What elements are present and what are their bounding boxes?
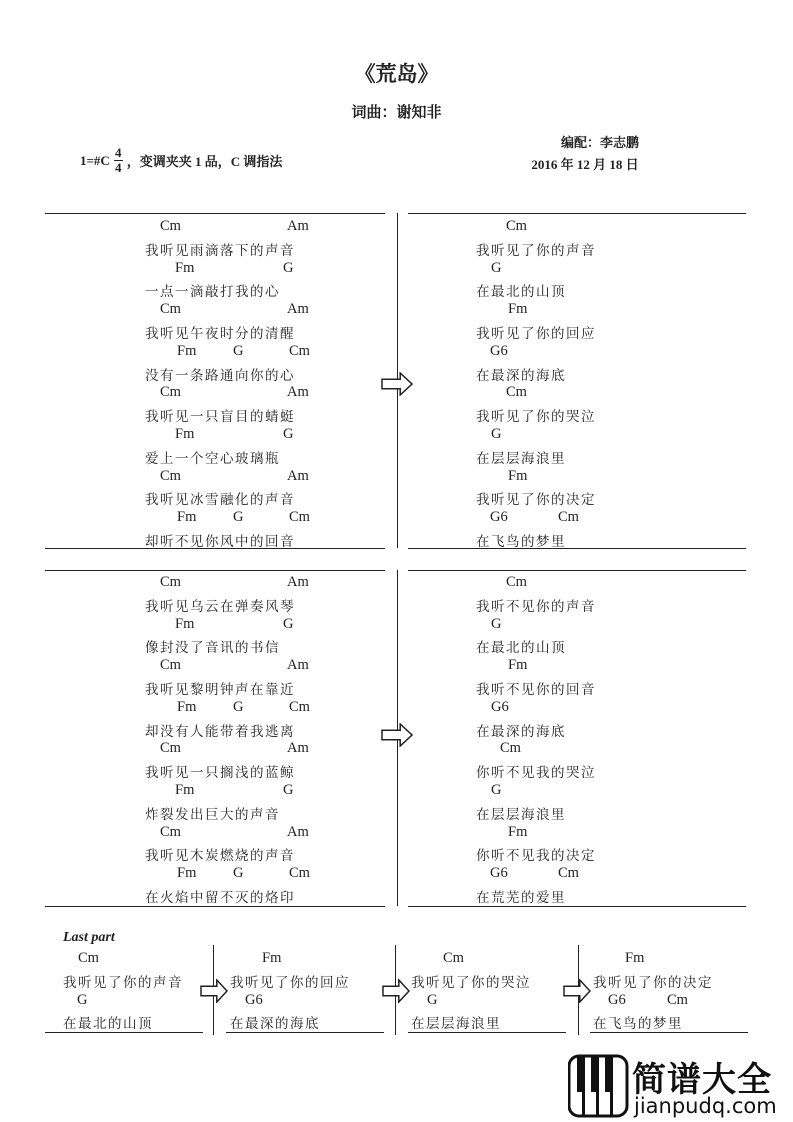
chord: Cm	[160, 823, 181, 840]
divider	[45, 213, 385, 214]
lyric-line: 在飞鸟的梦里	[476, 534, 566, 550]
chord: G	[491, 259, 502, 276]
chord: Fm	[175, 615, 195, 632]
chord: Cm	[289, 342, 310, 359]
lyric-line: 炸裂发出巨大的声音	[145, 806, 280, 823]
chord: G	[427, 991, 438, 1008]
chord: Cm	[289, 509, 310, 526]
chord: G	[233, 509, 244, 526]
chord: Fm	[175, 259, 195, 276]
divider	[408, 570, 746, 571]
chord: G	[491, 426, 502, 442]
chord: Cm	[289, 698, 310, 715]
lyric-line: 我听见了你的决定	[593, 974, 713, 991]
date: 2016 年 12 月 18 日	[531, 157, 639, 172]
lyric-line: 我听不见你的回音	[476, 682, 596, 698]
chord: Fm	[262, 950, 282, 966]
lyric-line: 我听见了你的哭泣	[411, 974, 531, 991]
chord: Cm	[160, 218, 181, 234]
chord: G	[233, 698, 244, 715]
chord: Cm	[160, 384, 181, 401]
lyric-line: 我听见了你的回应	[230, 974, 350, 991]
chord: G	[233, 865, 244, 882]
lyric-line: 在最北的山顶	[476, 284, 566, 301]
arrow-right-icon	[382, 979, 410, 1003]
chord: Fm	[177, 865, 197, 882]
lyricist-composer: 词曲：谢知非	[351, 103, 442, 121]
watermark-logo	[568, 1052, 793, 1122]
divider	[408, 906, 746, 907]
chord: Cm	[160, 301, 181, 318]
lyric-line: 我听见雨滴落下的声音	[145, 242, 295, 259]
lyric-line: 我听见了你的声音	[476, 242, 596, 259]
chord: G	[283, 782, 294, 798]
watermark-name: 简谱大全	[632, 1060, 772, 1100]
lyric-line: 我听见木炭燃烧的声音	[145, 848, 295, 865]
chord: Cm	[667, 991, 688, 1008]
divider	[45, 906, 385, 907]
chord: Fm	[625, 950, 645, 966]
chord: Fm	[175, 782, 195, 798]
lyric-line: 我听见了你的哭泣	[476, 409, 596, 426]
last-part-label: Last part	[63, 930, 115, 945]
watermark-site: jianpudq.com	[634, 1094, 777, 1118]
lyric-line: 我听见了你的回应	[476, 326, 596, 342]
chord: Am	[287, 740, 309, 757]
divider	[45, 570, 385, 571]
key-signature	[80, 146, 282, 175]
lyric-line: 我听见一只盲目的蜻蜓	[145, 409, 295, 426]
lyric-line: 我听见一只搁浅的蓝鲸	[145, 765, 295, 782]
chord: Cm	[500, 740, 521, 757]
chord: G	[491, 782, 502, 798]
chord: Am	[287, 823, 309, 840]
arrow-right-icon	[563, 979, 591, 1003]
lyric-line: 在最北的山顶	[476, 640, 566, 657]
divider	[408, 213, 746, 214]
chord: Cm	[506, 218, 527, 234]
lyric-line: 在飞鸟的梦里	[593, 1016, 683, 1033]
chord: Cm	[78, 950, 99, 966]
chord: Cm	[506, 574, 527, 590]
lyric-line: 你听不见我的哭泣	[476, 765, 596, 782]
lyric-line: 却没有人能带着我逃离	[145, 723, 295, 740]
chord: G6	[490, 509, 508, 526]
lyric-line: 在火焰中留不灭的烙印	[145, 890, 295, 906]
chord: Cm	[160, 467, 181, 484]
chord: Fm	[508, 657, 528, 674]
chord: G6	[490, 342, 508, 359]
chord: Cm	[506, 384, 527, 401]
lyric-line: 在最深的海底	[476, 723, 566, 740]
chord: Am	[287, 301, 309, 318]
chord: Cm	[558, 509, 579, 526]
time-bottom: 4	[115, 160, 122, 175]
chord: G6	[490, 865, 508, 882]
chord: Am	[287, 384, 309, 401]
lyric-line: 像封没了音讯的书信	[145, 640, 280, 657]
time-signature	[114, 146, 123, 175]
arrow-right-icon	[381, 372, 413, 396]
chord: Am	[287, 574, 309, 590]
capo-info: ，变调夹夹 1 品，C 调指法	[126, 154, 283, 169]
song-title: 《荒岛》	[354, 61, 439, 86]
chord: Cm	[443, 950, 464, 966]
chord: G6	[245, 991, 263, 1008]
lyric-line: 在层层海浪里	[476, 806, 566, 823]
lyric-line: 在荒芜的爱里	[476, 890, 566, 906]
chord: Fm	[177, 509, 197, 526]
lyric-line: 我听见黎明钟声在靠近	[145, 682, 295, 698]
chord: Fm	[177, 698, 197, 715]
chord: Cm	[289, 865, 310, 882]
chord: Am	[287, 657, 309, 674]
chord: Cm	[558, 865, 579, 882]
chord: Fm	[508, 301, 528, 318]
lyric-line: 我听见了你的决定	[476, 492, 596, 509]
lyric-line: 没有一条路通向你的心	[145, 367, 295, 384]
arrow-right-icon	[200, 979, 228, 1003]
lyric-line: 爱上一个空心玻璃瓶	[145, 450, 280, 467]
time-top: 4	[115, 145, 122, 160]
arrow-right-icon	[381, 723, 413, 747]
chord: G	[491, 615, 502, 632]
chord: Cm	[160, 574, 181, 590]
lyric-line: 在最深的海底	[230, 1016, 320, 1033]
lyric-line: 在层层海浪里	[411, 1016, 501, 1033]
chord: G	[283, 615, 294, 632]
chord: Fm	[508, 823, 528, 840]
lyric-line: 却听不见你风中的回音	[145, 534, 295, 550]
chord: G	[283, 259, 294, 276]
chord: G	[283, 426, 294, 442]
lyric-line: 你听不见我的决定	[476, 848, 596, 865]
chord: Fm	[508, 467, 528, 484]
lyric-line: 在最深的海底	[476, 367, 566, 384]
chord: Am	[287, 467, 309, 484]
chord: G6	[491, 698, 509, 715]
chord: G	[233, 342, 244, 359]
chord: G	[77, 991, 88, 1008]
divider	[408, 548, 746, 549]
chord: G6	[608, 991, 626, 1008]
chord: Fm	[177, 342, 197, 359]
lyric-line: 我听不见你的声音	[476, 598, 596, 615]
lyric-line: 我听见午夜时分的清醒	[145, 326, 295, 342]
chord: Cm	[160, 657, 181, 674]
lyric-line: 我听见了你的声音	[63, 974, 183, 991]
key-prefix: 1=#C	[80, 152, 110, 168]
lyric-line: 我听见冰雪融化的声音	[145, 492, 295, 509]
arranger: 编配：李志鹏	[560, 136, 639, 151]
lyric-line: 我听见乌云在弹奏风琴	[145, 598, 295, 615]
chord: Cm	[160, 740, 181, 757]
chord: Fm	[175, 426, 195, 442]
chord: Am	[287, 218, 309, 234]
lyric-line: 在层层海浪里	[476, 450, 566, 467]
lyric-line: 一点一滴敲打我的心	[145, 284, 280, 301]
piano-icon	[568, 1052, 630, 1118]
lyric-line: 在最北的山顶	[63, 1016, 153, 1033]
